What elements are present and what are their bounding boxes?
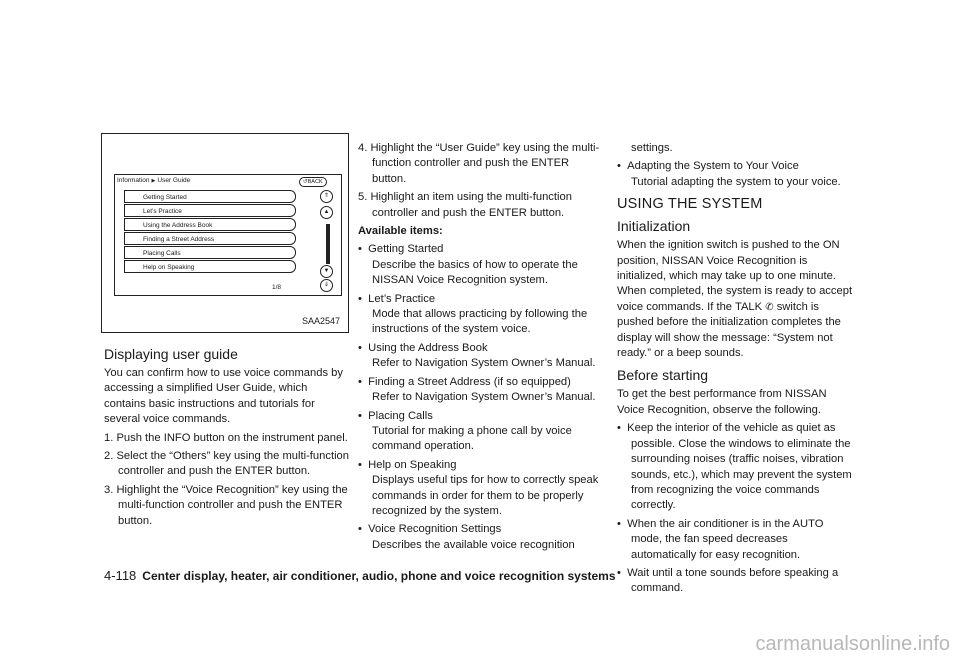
list-item: • Keep the interior of the vehicle as quiet as possible. Close the windows to eliminate the surrounding noises (traffic noises, vibration sounds, etc.), which may prevent the system from recognizing the voice commands correctly. xyxy=(617,422,852,512)
bullet-icon: • xyxy=(358,243,369,256)
scrollbar[interactable] xyxy=(326,224,330,264)
continued-text: settings. xyxy=(631,142,673,154)
section-title: USING THE SYSTEM xyxy=(617,196,763,213)
scroll-down-icon[interactable]: ▼ xyxy=(320,265,333,278)
column-1 xyxy=(104,345,350,529)
scroll-down-double-icon[interactable]: ⇓ xyxy=(320,279,333,292)
bullet-icon: • xyxy=(617,160,628,173)
bullet-icon: • xyxy=(358,375,369,388)
list-item: • Finding a Street Address (if so equipped) xyxy=(358,375,571,388)
page-indicator: 1/8 xyxy=(272,284,282,291)
step-item: 2. Select the “Others” key using the multi-function controller and push the ENTER button. xyxy=(104,450,349,478)
subsection-heading: Before starting xyxy=(617,367,709,384)
item-description: Tutorial adapting the system to your voice. xyxy=(631,175,841,188)
figure-caption: SAA2547 xyxy=(302,316,341,326)
subsection-heading: Initialization xyxy=(617,218,691,235)
bullet-icon: • xyxy=(617,517,628,530)
triangle-right-icon: ▶ xyxy=(151,178,156,184)
list-item[interactable]: Help on Speaking xyxy=(124,260,296,273)
list-item: • Placing Calls xyxy=(358,409,433,422)
list-item[interactable]: Getting Started xyxy=(124,190,296,203)
step-item: 5. Highlight an item using the multi-function controller and push the ENTER button. xyxy=(358,191,572,219)
back-button[interactable]: ↺BACK xyxy=(299,177,327,187)
before-intro: To get the best performance from NISSAN Voice Recognition, observe the following. xyxy=(617,388,827,416)
init-paragraph: When the ignition switch is pushed to the ON position, NISSAN Voice Recognition is initialized, which may take up to one minute. When completed, the system is ready to accept voice commands. If the TALK ✆ switch is pushed before the initialization completes the display will show the message: “System not ready.” or a beep sounds. xyxy=(617,239,853,360)
item-description: Displays useful tips for how to correctly speak commands in order for them to be properly recognized by the system. xyxy=(372,474,599,517)
bullet-icon: • xyxy=(358,458,369,471)
bullet-icon: • xyxy=(358,292,369,305)
page-number: 4-118 xyxy=(104,568,137,583)
list-item: • Help on Speaking xyxy=(358,458,457,471)
item-description: Describes the available voice recognition xyxy=(372,538,575,551)
column-2 xyxy=(358,141,600,553)
bullet-icon: • xyxy=(358,341,369,354)
bullet-icon: • xyxy=(358,523,369,536)
item-description: Refer to Navigation System Owner’s Manual. xyxy=(372,391,596,404)
bullet-icon: • xyxy=(358,409,369,422)
page-footer xyxy=(104,568,616,583)
user-guide-figure xyxy=(101,133,349,333)
bullet-icon: • xyxy=(617,422,628,435)
list-item: • Getting Started xyxy=(358,243,444,256)
list-item: • Voice Recognition Settings xyxy=(358,523,502,536)
chapter-title: Center display, heater, air conditioner, audio, phone and voice recognition systems xyxy=(142,569,616,583)
back-arrow-icon: ↺ xyxy=(303,179,308,185)
list-item[interactable]: Let’s Practice xyxy=(124,204,296,217)
list-item[interactable]: Placing Calls xyxy=(124,246,296,259)
list-item: • Adapting the System to Your Voice xyxy=(617,160,799,173)
guide-item-list xyxy=(124,190,302,288)
bullet-icon: • xyxy=(617,566,628,579)
item-description: Tutorial for making a phone call by voice command operation. xyxy=(372,424,572,453)
list-item: • Wait until a tone sounds before speaking a command. xyxy=(617,566,839,595)
column-3 xyxy=(617,141,855,597)
item-description: Describe the basics of how to operate the NISSAN Voice Recognition system. xyxy=(372,258,578,287)
section-heading: Displaying user guide xyxy=(104,346,238,362)
available-items-heading: Available items: xyxy=(358,225,443,238)
list-item[interactable]: Using the Address Book xyxy=(124,218,296,231)
scroll-up-double-icon[interactable]: ⇑ xyxy=(320,190,333,203)
step-item: 1. Push the INFO button on the instrument panel. xyxy=(104,431,348,444)
item-description: Mode that allows practicing by following the instructions of the system voice. xyxy=(372,308,588,336)
list-item: • Using the Address Book xyxy=(358,341,488,354)
step-item: 3. Highlight the “Voice Recognition” key using the multi-function controller and push the ENTER button. xyxy=(104,483,348,527)
list-item[interactable]: Finding a Street Address xyxy=(124,232,296,245)
watermark: carmanualsonline.info xyxy=(755,633,950,655)
breadcrumb: Information ▶ User Guide xyxy=(117,177,191,184)
list-item: • When the air conditioner is in the AUTO mode, the fan speed decreases automatically for easy recognition. xyxy=(617,517,824,561)
list-item: • Let’s Practice xyxy=(358,292,436,305)
item-description: Refer to Navigation System Owner’s Manual. xyxy=(372,357,596,370)
step-item: 4. Highlight the “User Guide” key using the multi-function controller and push the ENTER button. xyxy=(358,142,600,185)
scroll-up-icon[interactable]: ▲ xyxy=(320,206,333,219)
talk-switch-icon: ✆ xyxy=(765,301,774,313)
intro-paragraph: You can confirm how to use voice commands by accessing a simplified User Guide, which contains basic instructions and tutorials for several voice commands. xyxy=(104,367,343,426)
